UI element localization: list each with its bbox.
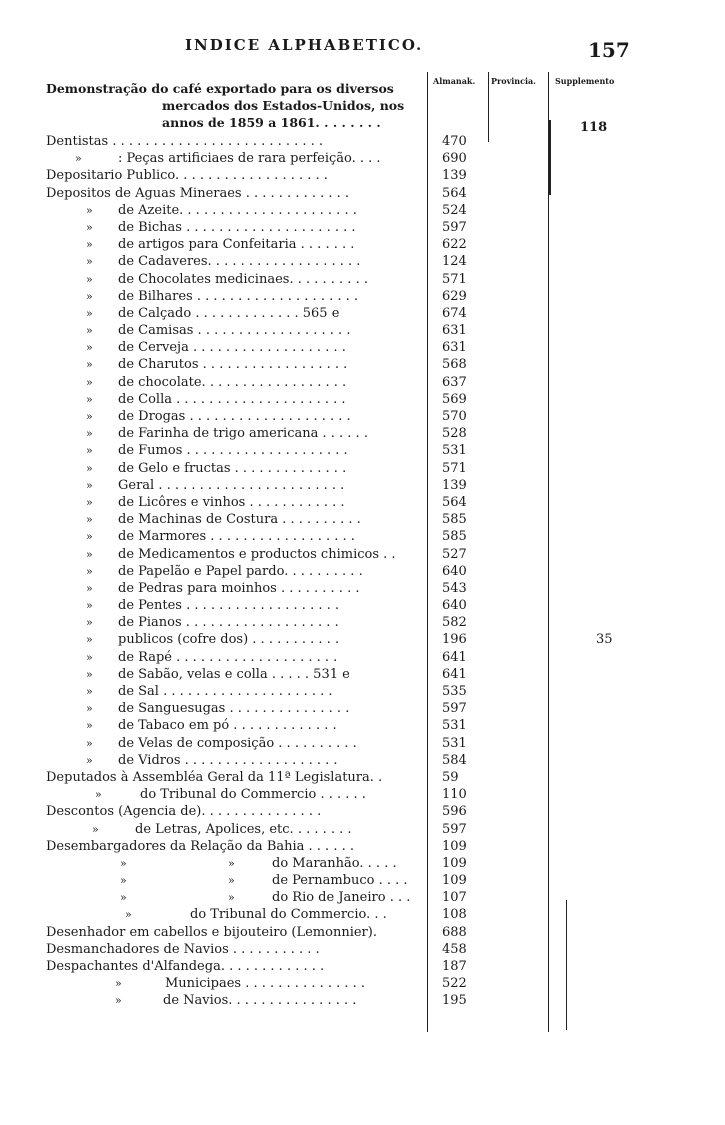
entry-label: de Bilhares . . . . . . . . . . . . . . . . . . . . [118,288,359,304]
index-entry [0,941,725,958]
almanak-page: 597 [442,701,467,717]
entry-label: Desmanchadores de Navios . . . . . . . . . . . [46,941,320,957]
entry-label: Desembargadores da Relação da Bahia . . . . . . [46,838,354,854]
almanak-page: 531 [442,735,467,751]
index-entry [0,717,725,734]
almanak-page: 571 [442,460,467,476]
ditto-mark: » [228,874,235,888]
entry-label: de Calçado . . . . . . . . . . . . . 565 e [118,305,340,321]
ditto-mark: » [86,581,93,595]
almanak-page: 569 [442,391,467,407]
almanak-page: 527 [442,546,467,562]
entry-label: Dentistas . . . . . . . . . . . . . . . . . . . . . . . . . . [46,134,324,149]
ditto-mark: » [86,650,93,664]
index-entry [0,408,725,425]
index-entry [0,150,725,167]
almanak-page: 187 [442,959,467,974]
index-entry [0,683,725,700]
entry-label: de Bichas . . . . . . . . . . . . . . . . . . . . . [118,219,356,235]
intro-entry [46,80,426,131]
entry-label: de Licôres e vinhos . . . . . . . . . . . . [118,494,345,510]
index-entry [0,374,725,391]
almanak-page: 597 [442,821,467,837]
almanak-page: 531 [442,443,467,459]
ditto-mark: » [86,633,93,647]
entry-label: de Rapé . . . . . . . . . . . . . . . . . . . . [118,649,338,665]
index-entry [0,339,725,356]
ditto-mark: » [86,375,93,389]
entry-label: de Charutos . . . . . . . . . . . . . . . . . . [118,357,348,373]
index-entries [0,133,725,1010]
entry-label: do Maranhão. . . . . [272,855,397,871]
index-entry [0,752,725,769]
entry-label: Desenhador em cabellos e bijouteiro (Lemonnier). [46,924,377,940]
almanak-page: 109 [442,838,467,854]
ditto-mark: » [228,891,235,905]
almanak-page: 109 [442,855,467,871]
entry-label: de Colla . . . . . . . . . . . . . . . . . . . . . [118,391,346,407]
ditto-mark: » [125,908,132,922]
almanak-page: 139 [442,168,467,184]
index-entry [0,769,725,786]
almanak-page: 470 [442,134,467,149]
entry-label: de Tabaco em pó . . . . . . . . . . . . . [118,718,337,734]
almanak-page: 585 [442,512,467,528]
ditto-mark: » [86,392,93,406]
index-entry [0,563,725,580]
entry-label: de Medicamentos e productos chimicos . . [118,546,396,562]
ditto-mark: » [86,461,93,475]
index-entry [0,271,725,288]
almanak-page: 108 [442,907,467,923]
almanak-page: 582 [442,615,467,631]
entry-label: do Tribunal do Commercio . . . . . . [140,787,366,803]
entry-label: de Sal . . . . . . . . . . . . . . . . . . . . . [118,684,333,699]
ditto-mark: » [86,599,93,613]
index-entry [0,975,725,992]
index-entry [0,305,725,322]
almanak-page: 524 [442,202,467,218]
column-header-almanak: Almanak. [433,76,476,86]
supplement-page: 35 [596,632,613,648]
index-entry [0,872,725,889]
entry-label: de Pedras para moinhos . . . . . . . . . . [118,580,360,596]
index-entry [0,133,725,150]
ditto-mark: » [86,667,93,681]
almanak-page: 640 [442,598,467,614]
almanak-page: 571 [442,271,467,287]
almanak-page: 564 [442,494,467,510]
almanak-page: 195 [442,993,467,1009]
almanak-page: 124 [442,254,467,270]
almanak-page: 543 [442,580,467,596]
almanak-page: 109 [442,873,467,889]
index-entry [0,580,725,597]
entry-label: de Pentes . . . . . . . . . . . . . . . . . . . [118,598,339,614]
almanak-page: 568 [442,357,467,373]
ditto-mark: » [86,203,93,217]
entry-label: de Pianos . . . . . . . . . . . . . . . . . . . [118,615,339,631]
ditto-mark: » [86,495,93,509]
almanak-page: 535 [442,684,467,699]
index-entry [0,546,725,563]
ditto-mark: » [86,324,93,338]
almanak-page: 584 [442,752,467,768]
almanak-page: 631 [442,340,467,356]
index-entry [0,494,725,511]
index-entry [0,202,725,219]
index-entry [0,700,725,717]
index-entry [0,528,725,545]
ditto-mark: » [86,530,93,544]
almanak-page: 522 [442,976,467,992]
ditto-mark: » [120,874,127,888]
entry-label: de Farinha de trigo americana . . . . . . [118,426,368,442]
ditto-mark: » [86,702,93,716]
page-title: INDICE ALPHABETICO. [185,36,424,54]
index-entry [0,803,725,820]
ditto-mark: » [86,255,93,269]
almanak-page: 585 [442,529,467,545]
almanak-page: 641 [442,666,467,682]
index-entry [0,356,725,373]
ditto-mark: » [86,719,93,733]
almanak-page: 640 [442,563,467,579]
entry-label: Despachantes d'Alfandega. . . . . . . . . . . . . [46,959,325,974]
ditto-mark: » [86,736,93,750]
index-entry [0,649,725,666]
index-entry [0,167,725,184]
entry-label: do Rio de Janeiro . . . [272,890,411,906]
ditto-mark: » [86,272,93,286]
intro-supplement-page: 118 [580,120,608,135]
almanak-page: 458 [442,941,467,957]
ditto-mark: » [86,513,93,527]
ditto-mark: » [86,478,93,492]
entry-label: Deputados à Assembléa Geral da 11ª Legislatura. . [46,769,383,785]
entry-label: de Pernambuco . . . . [272,873,408,889]
ditto-mark: » [120,891,127,905]
index-entry [0,838,725,855]
page-number: 157 [588,38,630,62]
ditto-mark: » [120,856,127,870]
index-entry [0,889,725,906]
almanak-page: 690 [442,151,467,167]
entry-label: de chocolate. . . . . . . . . . . . . . . . . . [118,374,347,390]
ditto-mark: » [86,358,93,372]
entry-label: de Cadaveres. . . . . . . . . . . . . . . . . . . [118,254,361,270]
ditto-mark: » [86,289,93,303]
entry-label: publicos (cofre dos) . . . . . . . . . . . [118,632,340,648]
index-entry [0,322,725,339]
ditto-mark: » [86,444,93,458]
almanak-page: 139 [442,477,467,493]
index-entry [0,958,725,975]
almanak-page: 107 [442,890,467,906]
index-entry [0,442,725,459]
intro-line: Demonstração do café exportado para os diversos [46,81,394,96]
entry-label: de Fumos . . . . . . . . . . . . . . . . . . . . [118,443,348,459]
entry-label: do Tribunal do Commercio. . . [190,907,387,923]
column-header-supplemento: Supplemento [555,76,615,86]
ditto-mark: » [86,220,93,234]
ditto-mark: » [86,564,93,578]
ditto-mark: » [228,856,235,870]
index-entry [0,597,725,614]
index-entry [0,906,725,923]
entry-label: de Navios. . . . . . . . . . . . . . . . [163,993,357,1009]
column-header-provincia: Provincia. [491,76,536,86]
entry-label: de Marmores . . . . . . . . . . . . . . . . . . [118,529,355,545]
ditto-mark: » [95,788,102,802]
entry-label: de Papelão e Papel pardo. . . . . . . . . . [118,563,363,579]
entry-label: Municipaes . . . . . . . . . . . . . . . [165,976,366,992]
ditto-mark: » [86,341,93,355]
almanak-page: 110 [442,787,467,803]
index-entry [0,460,725,477]
almanak-page: 674 [442,305,467,321]
entry-label: de Machinas de Costura . . . . . . . . . . [118,512,361,528]
index-entry [0,992,725,1009]
index-entry [0,821,725,838]
ditto-mark: » [115,994,122,1008]
entry-label: Descontos (Agencia de). . . . . . . . . . . . . . . [46,804,322,820]
almanak-page: 629 [442,288,467,304]
index-entry [0,735,725,752]
ditto-mark: » [86,616,93,630]
ditto-mark: » [86,753,93,767]
entry-label: de Camisas . . . . . . . . . . . . . . . . . . . [118,323,351,339]
ditto-mark: » [115,977,122,991]
index-entry [0,219,725,236]
index-entry [0,425,725,442]
ditto-mark: » [86,547,93,561]
index-entry [0,288,725,305]
entry-label: de Velas de composição . . . . . . . . . . [118,735,357,751]
entry-label: : Peças artificiaes de rara perfeição. . . . [118,151,381,167]
ditto-mark: » [92,822,99,836]
almanak-page: 637 [442,374,467,390]
entry-label: de Cerveja . . . . . . . . . . . . . . . . . . . [118,340,346,356]
almanak-page: 564 [442,185,467,201]
entry-label: Depositos de Aguas Mineraes . . . . . . . . . . . . . [46,185,350,201]
almanak-page: 59 [442,769,459,785]
entry-label: Geral . . . . . . . . . . . . . . . . . . . . . . . [118,477,345,493]
column-rule [488,72,489,142]
entry-label: Depositario Publico. . . . . . . . . . . . . . . . . . . [46,168,328,184]
index-entry [0,391,725,408]
intro-line: annos de 1859 a 1861. . . . . . . . [162,115,381,130]
index-entry [0,666,725,683]
almanak-page: 688 [442,924,467,940]
almanak-page: 641 [442,649,467,665]
almanak-page: 531 [442,718,467,734]
index-entry [0,614,725,631]
almanak-page: 570 [442,409,467,424]
index-entry [0,855,725,872]
entry-label: de Vidros . . . . . . . . . . . . . . . . . . . [118,752,338,768]
ditto-mark: » [86,685,93,698]
index-entry [0,786,725,803]
ditto-mark: » [86,410,93,423]
intro-line: mercados dos Estados-Unidos, nos [162,98,405,113]
ditto-mark: » [86,306,93,320]
entry-label: de Azeite. . . . . . . . . . . . . . . . . . . . . . [118,202,357,218]
index-entry [0,631,725,648]
almanak-page: 196 [442,632,467,648]
index-entry [0,253,725,270]
entry-label: de artigos para Confeitaria . . . . . . . [118,237,355,253]
index-entry [0,511,725,528]
entry-label: de Chocolates medicinaes. . . . . . . . . . [118,271,368,287]
index-entry [0,477,725,494]
entry-label: de Letras, Apolices, etc. . . . . . . . [135,821,352,837]
index-entry [0,924,725,941]
almanak-page: 631 [442,323,467,339]
almanak-page: 597 [442,219,467,235]
ditto-mark: » [86,238,93,252]
entry-label: de Sabão, velas e colla . . . . . 531 e [118,666,350,682]
ditto-mark: » [75,152,82,166]
almanak-page: 622 [442,237,467,253]
index-entry [0,185,725,202]
entry-label: de Gelo e fructas . . . . . . . . . . . . . . [118,460,347,476]
ditto-mark: » [86,427,93,441]
almanak-page: 528 [442,426,467,442]
entry-label: de Drogas . . . . . . . . . . . . . . . . . . . . [118,409,351,424]
index-entry [0,236,725,253]
entry-label: de Sanguesugas . . . . . . . . . . . . . . . [118,701,350,717]
almanak-page: 596 [442,804,467,820]
